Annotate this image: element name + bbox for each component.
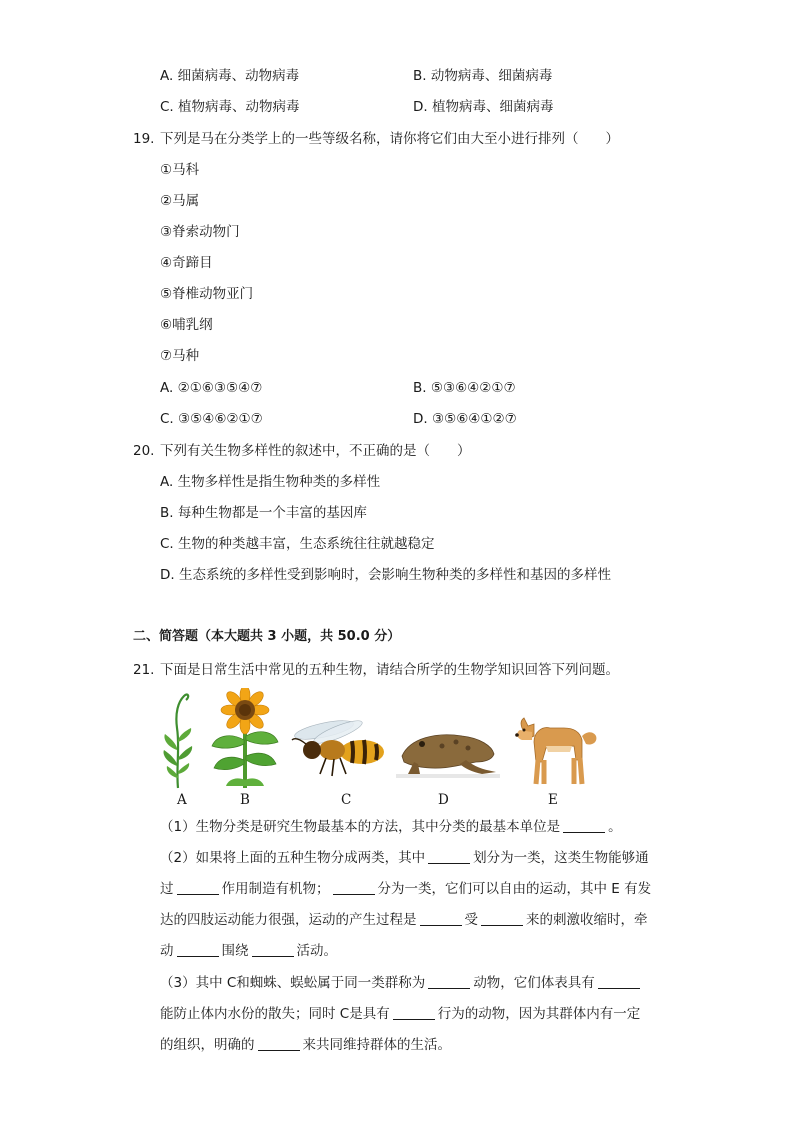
q21-stem: 下面是日常生活中常见的五种生物，请结合所学的生物学知识回答下列问题。: [160, 662, 619, 678]
q20-stem: 下列有关生物多样性的叙述中，不正确的是（ ）: [160, 443, 471, 459]
answer-blank[interactable]: [481, 911, 523, 926]
q21-part3-line1: （3）其中 C和蜘蛛、蜈蚣属于同一类群称为 动物，它们体表具有: [160, 974, 643, 992]
q20-option-a: A. 生物多样性是指生物种类的多样性: [160, 474, 381, 490]
q18-option-d: D. 植物病毒、细菌病毒: [413, 99, 554, 115]
q19-item: ⑤脊椎动物亚门: [160, 286, 254, 302]
q20-number: 20.: [133, 443, 155, 459]
q21-part2-line2: 过 作用制造有机物； 分为一类，它们可以自由的运动，其中 E 有发: [160, 881, 652, 897]
q21-part1: （1）生物分类是研究生物最基本的方法，其中分类的最基本单位是 。: [160, 819, 622, 835]
sunflower-image: [208, 688, 282, 792]
q19-item: ④奇蹄目: [160, 255, 213, 271]
q19-item: ⑥哺乳纲: [160, 317, 213, 333]
bee-image: [290, 718, 386, 780]
picture-label-a: A: [177, 792, 187, 808]
q21-number: 21.: [133, 662, 155, 678]
q19-item: ①马科: [160, 162, 200, 178]
picture-label-e: E: [548, 792, 558, 808]
q20-option-c: C. 生物的种类越丰富，生态系统往往就越稳定: [160, 536, 435, 552]
q21-part2-line3: 达的四肢运动能力很强，运动的产生过程是 受 来的刺激收缩时，牵: [160, 912, 648, 928]
q19-option-a: A. ②①⑥③⑤④⑦: [160, 380, 263, 396]
answer-blank[interactable]: [333, 880, 375, 895]
q21-part3-line2: 能防止体内水份的散失；同时 C是具有 行为的动物，因为其群体内有一定: [160, 1006, 641, 1022]
dog-image: [512, 716, 598, 788]
q21-part2-line1: （2）如果将上面的五种生物分成两类，其中 划分为一类，这类生物能够通: [160, 850, 649, 866]
answer-blank[interactable]: [428, 849, 470, 864]
q19-item: ③脊索动物门: [160, 224, 240, 240]
q19-item: ②马属: [160, 193, 200, 209]
answer-blank[interactable]: [258, 1036, 300, 1051]
plant-sprout-image: [160, 688, 196, 792]
answer-blank[interactable]: [393, 1005, 435, 1020]
q19-stem: 下列是马在分类学上的一些等级名称，请你将它们由大至小进行排列（ ）: [160, 131, 619, 147]
section-title: 二、简答题（本大题共 3 小题，共 50.0 分）: [133, 629, 401, 644]
q19-option-d: D. ③⑤⑥④①②⑦: [413, 411, 517, 427]
picture-label-d: D: [438, 792, 449, 808]
picture-label-b: B: [240, 792, 250, 808]
q18-option-a: A. 细菌病毒、动物病毒: [160, 68, 300, 84]
q21-part2-line4: 动 围绕 活动。: [160, 943, 337, 959]
q19-option-b: B. ⑤③⑥④②①⑦: [413, 380, 516, 396]
q18-option-c: C. 植物病毒、动物病毒: [160, 99, 300, 115]
q19-item: ⑦马种: [160, 348, 200, 364]
answer-blank[interactable]: [420, 911, 462, 926]
q20-option-d: D. 生态系统的多样性受到影响时，会影响生物种类的多样性和基因的多样性: [160, 567, 611, 583]
picture-label-c: C: [341, 792, 352, 808]
answer-blank[interactable]: [177, 880, 219, 895]
organism-pictures: [158, 688, 628, 808]
frog-image: [396, 722, 500, 778]
q18-option-b: B. 动物病毒、细菌病毒: [413, 68, 553, 84]
answer-blank[interactable]: [598, 974, 640, 989]
q19-option-c: C. ③⑤④⑥②①⑦: [160, 411, 263, 427]
answer-blank[interactable]: [252, 942, 294, 957]
q20-option-b: B. 每种生物都是一个丰富的基因库: [160, 505, 367, 521]
answer-blank[interactable]: [563, 818, 605, 833]
q19-number: 19.: [133, 131, 155, 147]
answer-blank[interactable]: [428, 974, 470, 989]
answer-blank[interactable]: [177, 942, 219, 957]
q21-part3-line3: 的组织，明确的 来共同维持群体的生活。: [160, 1037, 451, 1053]
